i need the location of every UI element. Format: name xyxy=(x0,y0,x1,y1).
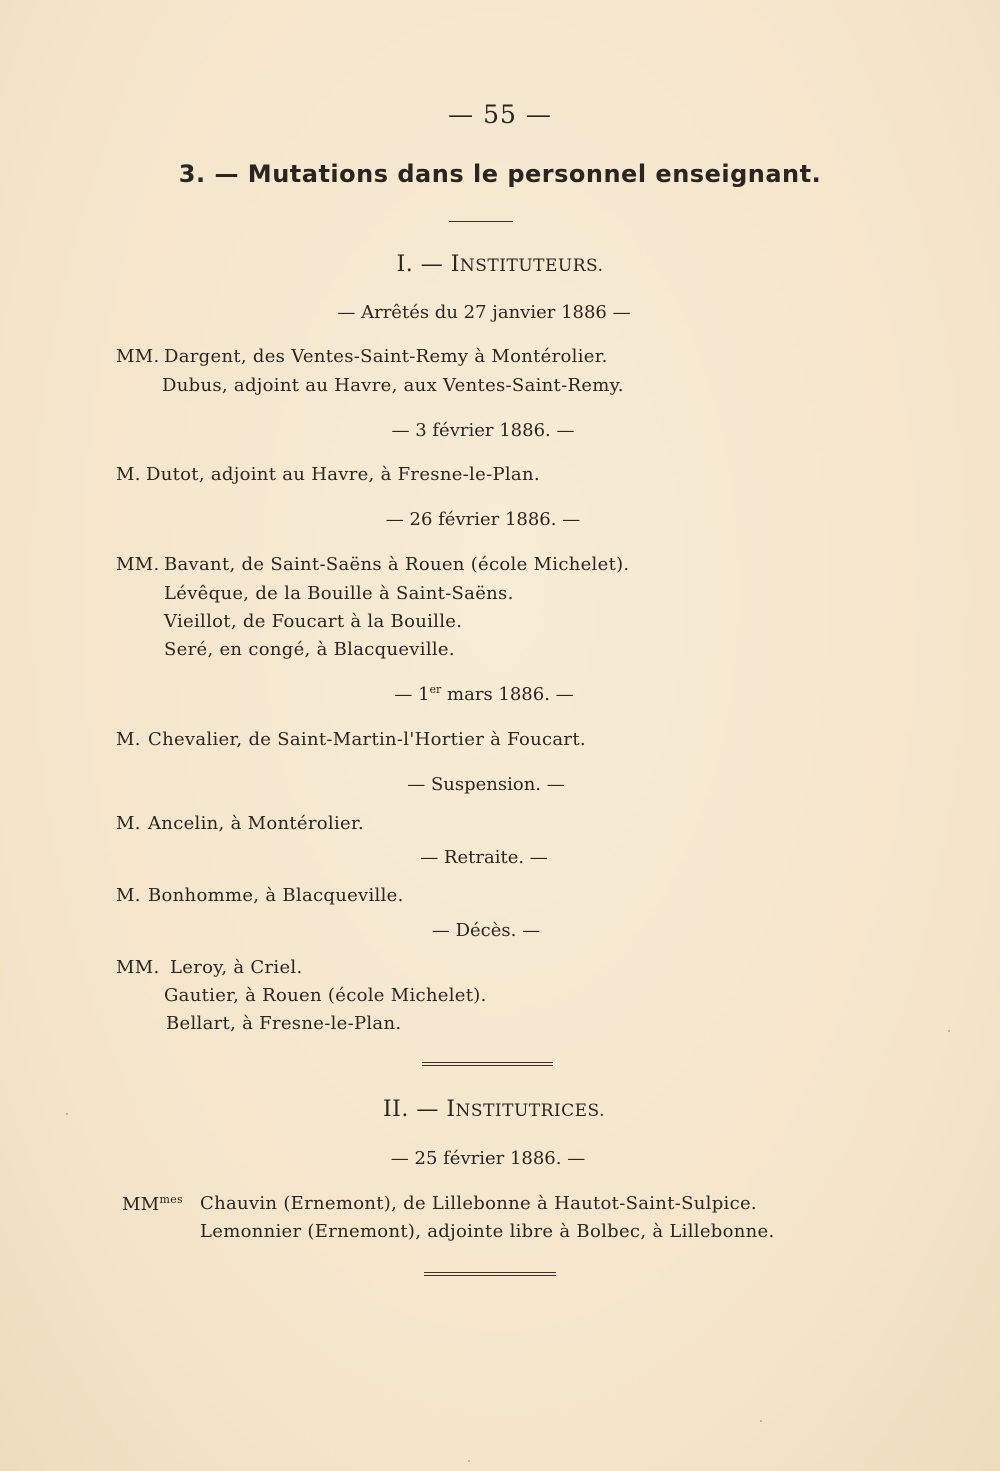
group-date: — Retraite. — xyxy=(420,847,548,868)
entry-line: Gautier, à Rouen (école Michelet). xyxy=(164,985,487,1006)
paper-speck xyxy=(760,1420,762,1422)
group-date: — 3 février 1886. — xyxy=(391,420,575,441)
entry-title: MM. xyxy=(116,346,160,367)
entry-title: M. xyxy=(116,729,141,750)
entry-title: M. xyxy=(116,813,141,834)
section-title: 3. — Mutations dans le personnel enseignant. xyxy=(178,160,822,188)
entry-title: MM. xyxy=(116,957,160,978)
group-date: — Arrêtés du 27 janvier 1886 — xyxy=(337,302,631,323)
group-date: — Suspension. — xyxy=(407,774,565,795)
entry-title: $MM^{mes}$ xyxy=(122,1193,183,1215)
entry-title: MM. xyxy=(116,554,160,575)
paper-speck xyxy=(468,1460,470,1462)
entry-line: Bavant, de Saint-Saëns à Rouen (école Michelet). xyxy=(164,554,630,575)
entry-line: Vieillot, de Foucart à la Bouille. xyxy=(164,611,463,632)
entry-line: Bonhomme, à Blacqueville. xyxy=(148,885,404,906)
paper-speck xyxy=(66,1113,68,1115)
entry-line: Seré, en congé, à Blacqueville. xyxy=(164,639,455,660)
part1-heading: I. — INSTITUTEURS. xyxy=(396,252,604,277)
entry-line: Chevalier, de Saint-Martin-l'Hortier à Foucart. xyxy=(148,729,586,750)
group-date: — Décès. — xyxy=(431,920,541,941)
group-date: — 26 février 1886. — xyxy=(385,509,581,530)
group-date: — 1er mars 1886. — xyxy=(394,683,574,705)
group-date: — 25 février 1886. — xyxy=(390,1148,586,1169)
entry-line: Leroy, à Criel. xyxy=(170,957,303,978)
part2-heading: II. — INSTITUTRICES. xyxy=(382,1097,606,1122)
entry-title: M. xyxy=(116,464,141,485)
entry-line: Lemonnier (Ernemont), adjointe libre à Bolbec, à Lillebonne. xyxy=(200,1221,775,1242)
entry-line: Chauvin (Ernemont), de Lillebonne à Hautot-Saint-Sulpice. xyxy=(200,1193,757,1214)
entry-line: Dubus, adjoint au Havre, aux Ventes-Saint-Remy. xyxy=(162,375,624,396)
divider-rule xyxy=(449,221,513,222)
entry-line: Lévêque, de la Bouille à Saint-Saëns. xyxy=(164,583,514,604)
entry-line: Ancelin, à Montérolier. xyxy=(148,813,364,834)
section-divider xyxy=(422,1062,553,1063)
entry-line: Dutot, adjoint au Havre, à Fresne-le-Plan. xyxy=(146,464,540,485)
entry-line: Dargent, des Ventes-Saint-Remy à Montérolier. xyxy=(164,346,608,367)
entry-line: Bellart, à Fresne-le-Plan. xyxy=(166,1013,402,1034)
end-divider xyxy=(424,1272,556,1273)
paper-speck xyxy=(948,1030,950,1032)
page-number: — 55 — xyxy=(448,100,552,129)
entry-title: M. xyxy=(116,885,141,906)
